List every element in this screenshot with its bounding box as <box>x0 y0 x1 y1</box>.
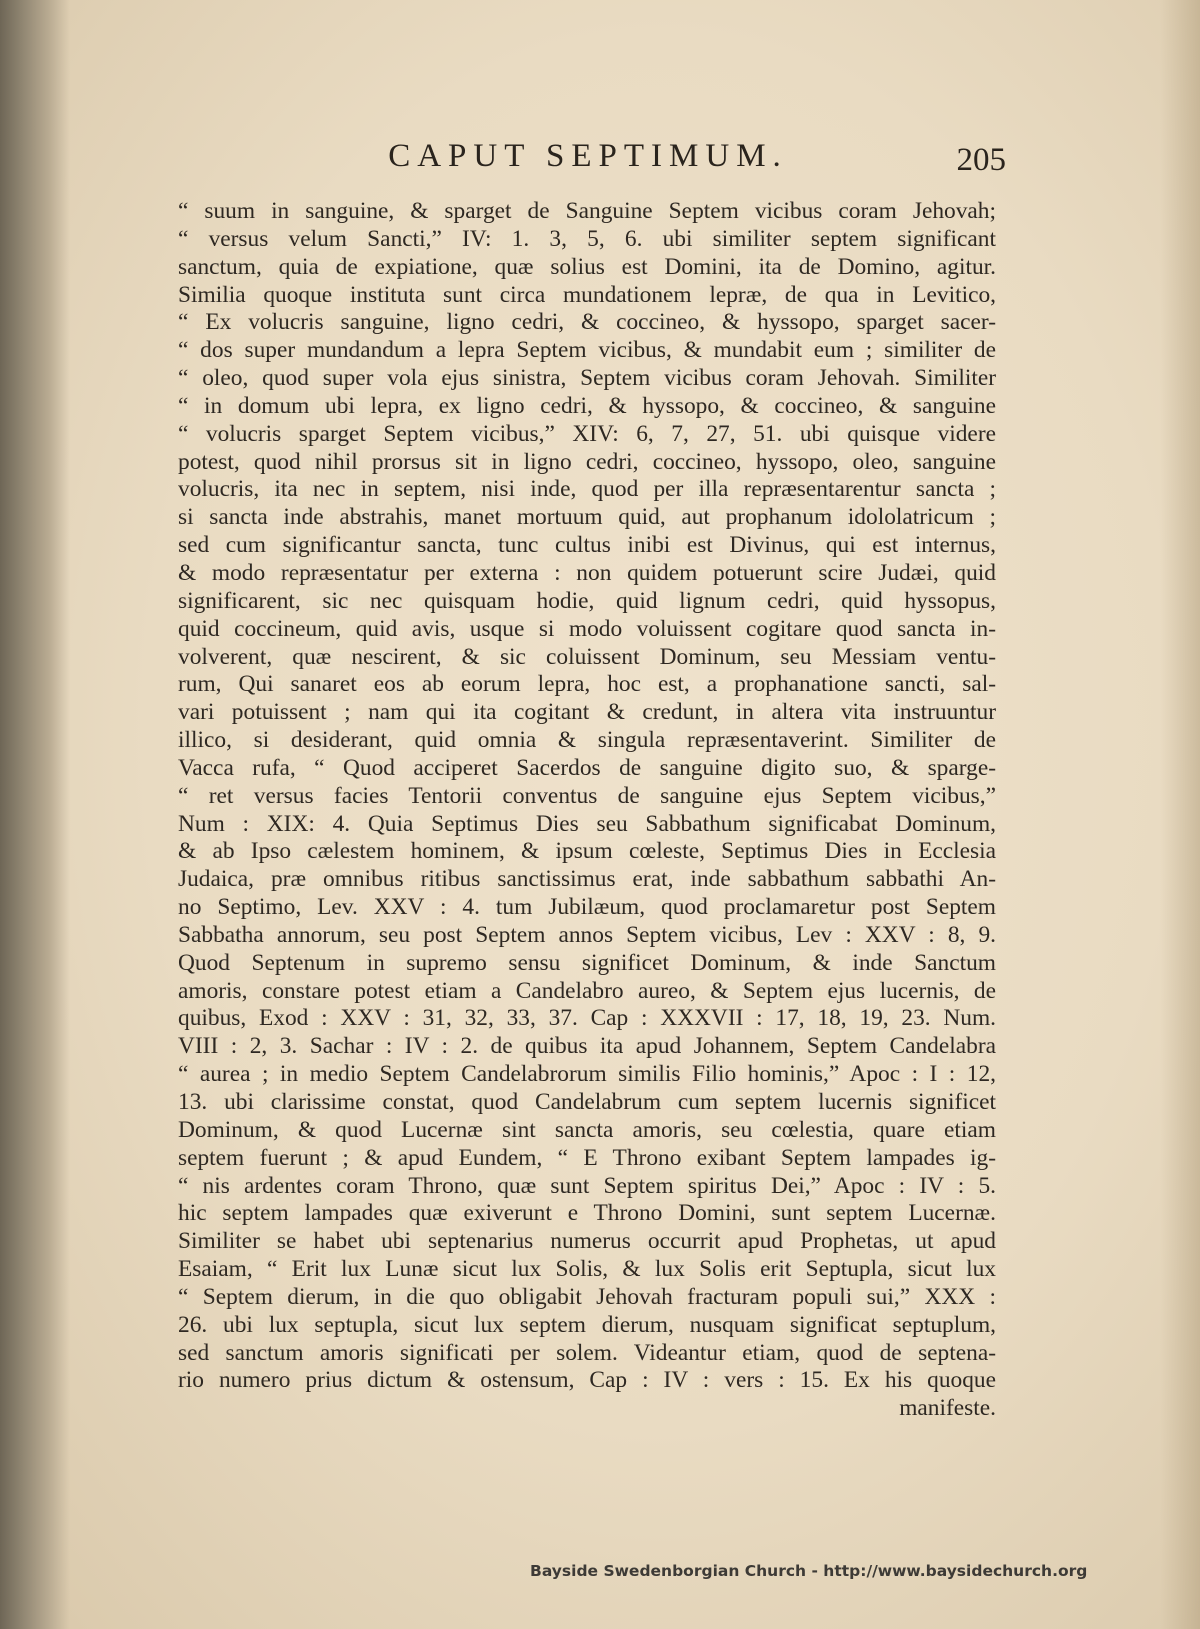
text-line: “ in domum ubi lepra, ex ligno cedri, & hyssopo, & coccineo, & sanguine <box>178 392 996 419</box>
text-line: Dominum, & quod Lucernæ sint sancta amoris, seu cœlestia, quare etiam <box>178 1116 996 1143</box>
text-line: Vacca rufa, “ Quod acciperet Sacerdos de sanguine digito suo, & sparge- <box>178 754 996 781</box>
footer-credit: Bayside Swedenborgian Church - http://www.baysidechurch.org <box>530 1562 1088 1580</box>
book-gutter-shadow <box>0 0 70 1629</box>
text-line: quibus, Exod : XXV : 31, 32, 33, 37. Cap : XXXVII : 17, 18, 19, 23. Num. <box>178 1005 996 1032</box>
text-line: “ dos super mundandum a lepra Septem vicibus, & mundabit eum ; similiter de <box>178 337 996 364</box>
text-line: “ suum in sanguine, & sparget de Sanguine Septem vicibus coram Jehovah; <box>178 198 996 224</box>
text-line: sed cum significantur sancta, tunc cultus inibi est Divinus, qui est internus, <box>178 532 996 559</box>
text-line: rum, Qui sanaret eos ab eorum lepra, hoc est, a prophanatione sancti, sal- <box>178 671 996 698</box>
text-line: “ versus velum Sancti,” IV: 1. 3, 5, 6. ubi similiter septem significant <box>178 225 996 252</box>
text-line: & modo repræsentatur per externa : non quidem potuerunt scire Judæi, quid <box>178 559 996 586</box>
text-line: septem fuerunt ; & apud Eundem, “ E Throno exibant Septem lampades ig- <box>178 1144 996 1171</box>
page-header <box>178 138 1006 190</box>
text-line: Esaiam, “ Erit lux Lunæ sicut lux Solis, & lux Solis erit Septupla, sicut lux <box>178 1256 996 1283</box>
text-line: sed sanctum amoris significati per solem. Videantur etiam, quod de septena- <box>178 1339 996 1366</box>
text-line: significarent, sic nec quisquam hodie, quid lignum cedri, quid hyssopus, <box>178 587 996 614</box>
text-line: manifeste. <box>899 1395 996 1422</box>
text-line: potest, quod nihil prorsus sit in ligno cedri, coccineo, hyssopo, oleo, sanguine <box>178 448 996 475</box>
text-line: rio numero prius dictum & ostensum, Cap : IV : vers : 15. Ex his quoque <box>178 1367 996 1394</box>
text-line: “ oleo, quod super vola ejus sinistra, Septem vicibus coram Jehovah. Similiter <box>178 365 996 392</box>
page-number: 205 <box>956 142 1006 178</box>
text-line: si sancta inde abstrahis, manet mortuum quid, aut prophanum idololatricum ; <box>178 504 996 531</box>
text-line: quid coccineum, quid avis, usque si modo voluissent cogitare quod sancta in- <box>178 615 996 642</box>
text-line: Num : XIX: 4. Quia Septimus Dies seu Sabbathum significabat Dominum, <box>178 810 996 837</box>
text-line: volverent, quæ nescirent, & sic coluissent Dominum, seu Messiam ventu- <box>178 643 996 670</box>
text-line: no Septimo, Lev. XXV : 4. tum Jubilæum, quod proclamaretur post Septem <box>178 894 996 921</box>
text-line: illico, si desiderant, quid omnia & singula repræsentaverint. Similiter de <box>178 727 996 754</box>
text-line: 13. ubi clarissime constat, quod Candelabrum cum septem lucernis significet <box>178 1089 996 1115</box>
text-line: Sabbatha annorum, seu post Septem annos Septem vicibus, Lev : XXV : 8, 9. <box>178 921 996 948</box>
text-line: “ Ex volucris sanguine, ligno cedri, & coccineo, & hyssopo, sparget sacer- <box>178 309 996 336</box>
text-line: Similiter se habet ubi septenarius numerus occurrit apud Prophetas, ut apud <box>178 1228 996 1255</box>
text-line: “ ret versus facies Tentorii conventus de sanguine ejus Septem vicibus,” <box>178 782 996 809</box>
text-line: “ volucris sparget Septem vicibus,” XIV: 6, 7, 27, 51. ubi quisque videre <box>178 420 996 447</box>
text-line: “ Septem dierum, in die quo obligabit Jehovah fracturam populi sui,” XXX : <box>178 1283 996 1310</box>
text-line: volucris, ita nec in septem, nisi inde, quod per illa repræsentarentur sancta ; <box>178 476 996 503</box>
body-text <box>178 198 996 1423</box>
text-line: Similia quoque instituta sunt circa mundationem lepræ, de qua in Levitico, <box>178 281 996 308</box>
text-line: “ nis ardentes coram Throno, quæ sunt Septem spiritus Dei,” Apoc : IV : 5. <box>178 1172 996 1199</box>
running-title: CAPUT SEPTIMUM. <box>388 138 788 174</box>
text-line: sanctum, quia de expiatione, quæ solius est Domini, ita de Domino, agitur. <box>178 253 996 280</box>
text-line: & ab Ipso cælestem hominem, & ipsum cœleste, Septimus Dies in Ecclesia <box>178 838 996 865</box>
text-line: Quod Septenum in supremo sensu significet Dominum, & inde Sanctum <box>178 949 996 976</box>
text-line: “ aurea ; in medio Septem Candelabrorum similis Filio hominis,” Apoc : I : 12, <box>178 1061 996 1088</box>
page-edge-shading <box>1160 0 1200 1629</box>
text-line: VIII : 2, 3. Sachar : IV : 2. de quibus ita apud Johannem, Septem Candelabra <box>178 1033 996 1060</box>
text-line: Judaica, præ omnibus ritibus sanctissimus erat, inde sabbathum sabbathi An- <box>178 866 996 893</box>
text-line: hic septem lampades quæ exiverunt e Throno Domini, sunt septem Lucernæ. <box>178 1200 996 1227</box>
text-line: amoris, constare potest etiam a Candelabro aureo, & Septem ejus lucernis, de <box>178 977 996 1004</box>
text-line: vari potuissent ; nam qui ita cogitant & credunt, in altera vita instruuntur <box>178 699 996 726</box>
text-line: 26. ubi lux septupla, sicut lux septem dierum, nusquam significat septuplum, <box>178 1311 996 1338</box>
